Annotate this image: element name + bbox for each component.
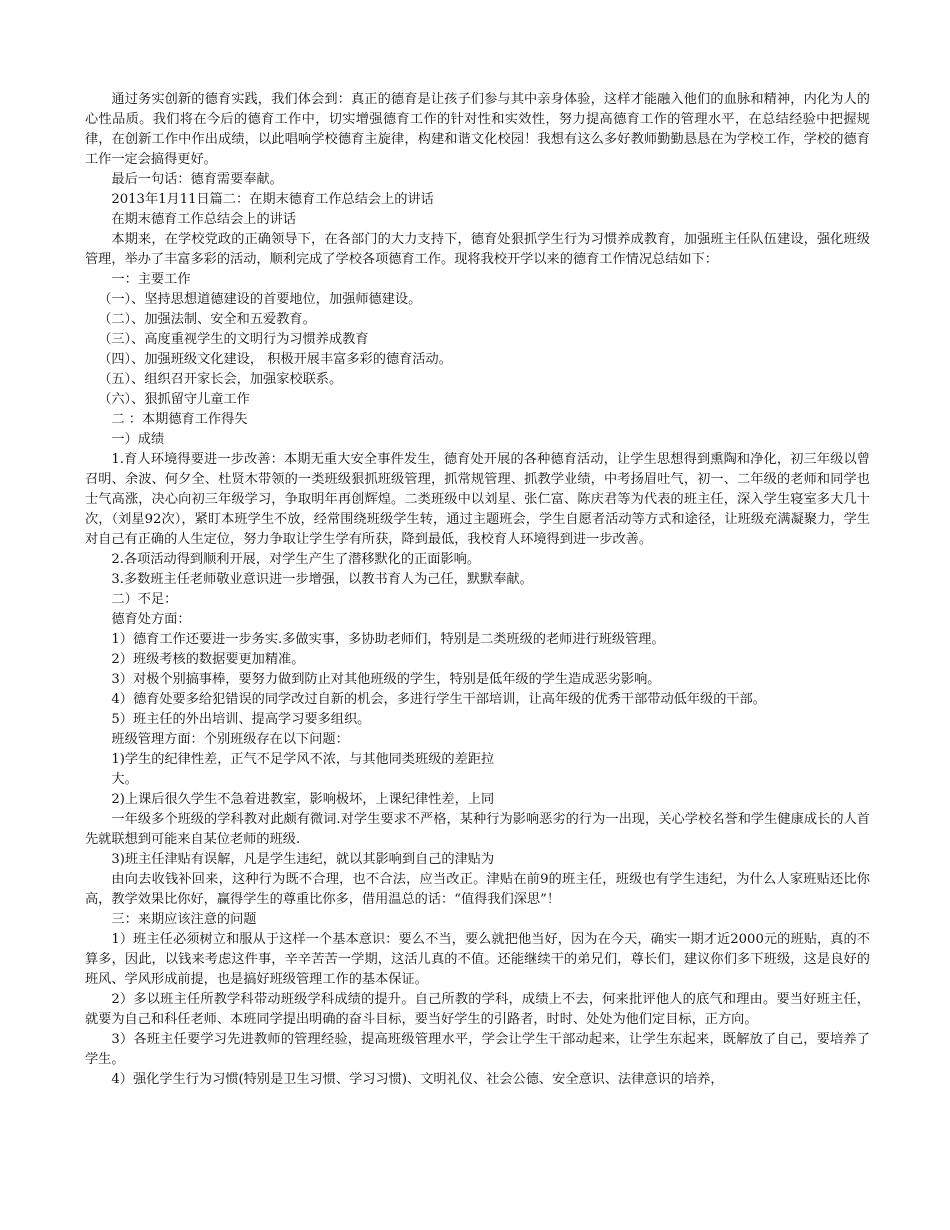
paragraph: 3.多数班主任老师敬业意识进一步增强，以教书育人为己任，默默奉献。 xyxy=(111,572,533,587)
paragraph: 1）班主任必须树立和服从于这样一个基本意识：要么不当，要么就把他当好，因为在今天，确实一期才近2000元的班贴，真的不算多，因此，以钱来考虑这件事，辛辛苦苦一学期，这活儿真的不值。还能继续干的弟兄们，尊长们，建议你们多下班级，这是良好的班风、学风形成前提，也是搞好班级管理工作的基本保证。 xyxy=(85,932,870,987)
paragraph: 一）成绩 xyxy=(111,432,165,447)
paragraph: 3）各班主任要学习先进教师的管理经验，提高班级管理水平，学会让学生干部动起来，让学生东起来，既解放了自己，要培养了学生。 xyxy=(85,1032,870,1067)
paragraph: 德育处方面： xyxy=(111,612,191,627)
paragraph: 在期末德育工作总结会上的讲话 xyxy=(111,212,297,227)
paragraph: 4）强化学生行为习惯(特别是卫生习惯、学习习惯)、文明礼仪、社会公德、安全意识、法律意识的培养， xyxy=(111,1072,724,1087)
paragraph: 一：主要工作 xyxy=(111,272,191,287)
paragraph: 班级管理方面：个别班级存在以下问题： xyxy=(111,732,349,747)
paragraph: 2)上课后很久学生不急着进教室，影响极坏，上课纪律性差，上同 xyxy=(111,792,495,807)
paragraph: 最后一句话：德育需要奉献。 xyxy=(111,172,283,187)
paragraph: 1)学生的纪律性差，正气不足学风不浓，与其他同类班级的差距拉 xyxy=(111,752,495,767)
paragraph: 2）多以班主任所教学科带动班级学科成绩的提升。自己所教的学科，成绩上不去，何来批评他人的底气和理由。要当好班主任，就要为自己和科任老师、本班同学提出明确的奋斗目标，要当好学生的引路者，时时、处处为他们定目标，正方向。 xyxy=(85,992,870,1027)
paragraph: 本期来，在学校党政的正确领导下，在各部门的大力支持下，德育处狠抓学生行为习惯养成教育，加强班主任队伍建设，强化班级管理，举办了丰富多彩的活动，顺利完成了学校各项德育工作。现将我校开学以来的德育工作情况总结如下： xyxy=(85,232,870,267)
paragraph: 三：来期应该注意的问题 xyxy=(111,912,257,927)
paragraph: （一）、坚持思想道德建设的首要地位，加强师德建设。 xyxy=(98,292,422,307)
paragraph: 3）对极个别搞事棒，要努力做到防止对其他班级的学生，特别是低年级的学生造成恶劣影响。 xyxy=(111,672,661,687)
paragraph: 3)班主任津贴有误解，凡是学生违纪，就以其影响到自己的津贴为 xyxy=(111,852,495,867)
paragraph: 1）德育工作还要进一步务实.多做实事，多协助老师们，特别是二类班级的老师进行班级管理。 xyxy=(111,632,665,647)
paragraph: 5）班主任的外出培训、提高学习要多组织。 xyxy=(111,712,371,727)
paragraph: 4）德育处要多给犯错误的同学改过自新的机会，多进行学生干部培训，让高年级的优秀干部带动低年级的干部。 xyxy=(111,692,766,707)
paragraph: （五）、组织召开家长会，加强家校联系。 xyxy=(98,372,343,387)
paragraph: 1.育人环境得要进一步改善：本期无重大安全事件发生，德育处开展的各种德育活动，让学生思想得到熏陶和净化，初三年级以曾召明、余波、何夕全、杜贤木带领的一类班级狠抓班级管理，抓常规管理、抓教学业绩，中考扬眉吐气，初一、二年级的老师和同学也士气高涨，决心向初三年级学习，争取明年再创辉煌。二类班级中以刘星、张仁富、陈庆君等为代表的班主任，深入学生寝室多大几十次，（刘星92次），紧盯本班学生不放，经常围绕班级学生转，通过主题班会，学生自愿者活动等方式和途径，让班级充满凝聚力，学生对自己有正确的人生定位，努力争取让学生学有所获，降到最低，我校育人环境得到进一步改善。 xyxy=(85,452,870,547)
paragraph: 二 ：本期德育工作得失 xyxy=(111,412,248,427)
paragraph: 一年级多个班级的学科教对此颇有微词.对学生要求不严格，某种行为影响恶劣的行为一出现，关心学校名誉和学生健康成长的人首先就联想到可能来自某位老师的班级. xyxy=(85,812,870,847)
paragraph: 由向去收钱补回来，这种行为既不合理，也不合法，应当改正。津贴在前9的班主任，班级也有学生违纪，为什么人家班贴还比你高，教学效果比你好，赢得学生的尊重比你多，借用温总的话：“值得我们深思”！ xyxy=(85,872,870,907)
paragraph: 2013年1月11日篇二：在期末德育工作总结会上的讲话 xyxy=(111,192,434,207)
paragraph: 2）班级考核的数据要更加精准。 xyxy=(111,652,305,667)
paragraph: （三）、高度重视学生的文明行为习惯养成教育 xyxy=(98,332,369,347)
paragraph: 大。 xyxy=(111,772,138,787)
paragraph: （二）、加强法制、安全和五爱教育。 xyxy=(98,312,316,327)
paragraph: 通过务实创新的德育实践，我们体会到：真正的德育是让孩子们参与其中亲身体验，这样才能融入他们的血脉和精神，内化为人的心性品质。我们将在今后的德育工作中，切实增强德育工作的针对性和实效性，努力提高德育工作的管理水平，在总结经验中把握规律，在创新工作中作出成绩，以此唱响学校德育主旋律，构建和谐文化校园！我想有这么多好教师勤勤恳恳在为学校工作，学校的德育工作一定会搞得更好。 xyxy=(85,92,870,167)
paragraph: 2.各项活动得到顺利开展，对学生产生了潜移默化的正面影响。 xyxy=(111,552,481,567)
paragraph: （四）、加强班级文化建设， 积极开展丰富多彩的德育活动。 xyxy=(98,352,452,367)
paragraph: （六）、狠抓留守儿童工作 xyxy=(98,392,250,407)
document-body xyxy=(85,90,870,1090)
paragraph: 二）不足： xyxy=(111,592,178,607)
